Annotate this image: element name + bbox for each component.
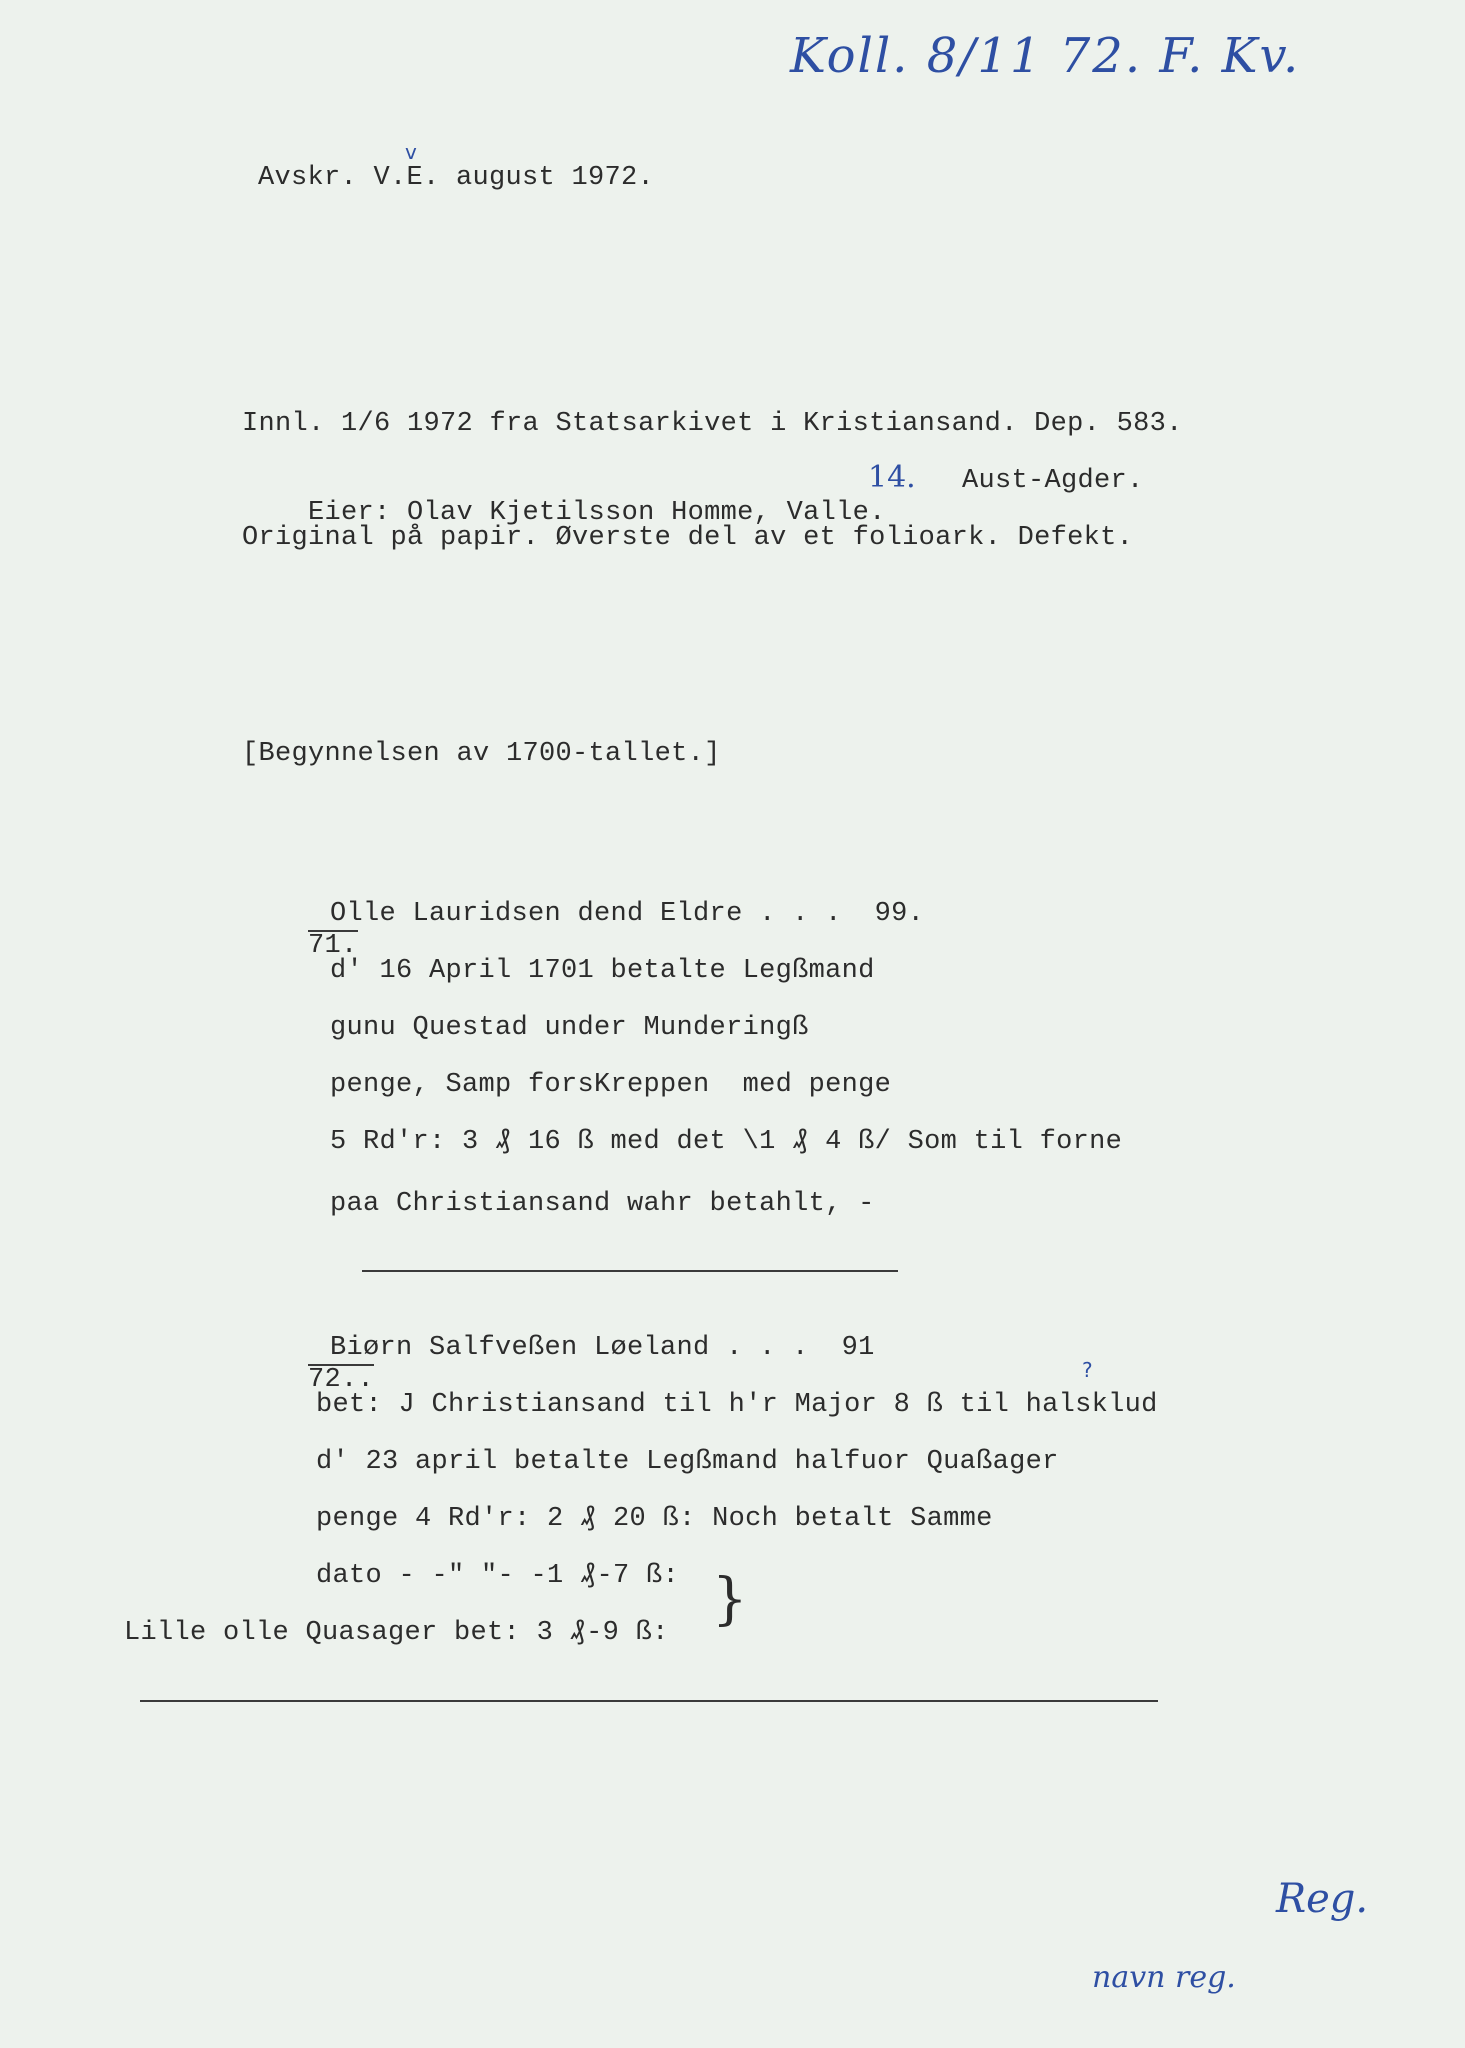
entry-72-line-1: Biørn Salfveßen Løeland . . . 91 [330,1333,875,1363]
entry-72-line-2: bet: J Christiansand til h'r Major 8 ß til halsklud [316,1390,1158,1420]
entry-72-line-5: dato - -" "- -1 ₰-7 ß: [316,1561,680,1591]
meta-line-2-suffix: Aust-Agder. [962,466,1144,496]
entry-72-line-6: Lille olle Quasager bet: 3 ₰-9 ß: [124,1618,669,1648]
archive-mark: Koll. 8/11 72. F. Kv. [790,28,1301,84]
meta-line-2-number: 14. [868,460,916,495]
meta-line-2-prefix: Eier: Olav Kjetilsson Homme, Valle. [308,498,886,528]
meta-line-3: Original på papir. Øverste del av et folioark. Defekt. [242,523,1134,553]
caret-mark: v [405,140,417,164]
entry-71-line-6: paa Christiansand wahr betahlt, - [330,1189,875,1219]
entry-71-line-2: d' 16 April 1701 betalte Legßmand [330,956,875,986]
transcription-note: Avskr. V.E. august 1972. [258,163,655,193]
entry-number: 71. [308,931,358,961]
entry-71-line-5: 5 Rd'r: 3 ₰ 16 ß med det \1 ₰ 4 ß/ Som til forne [330,1127,1123,1157]
entry-71-line-4: penge, Samp forsKreppen med penge [330,1070,892,1100]
entry-71-line-1: Olle Lauridsen dend Eldre . . . 99. [330,899,925,929]
reg-mark-2: navn reg. [1092,1960,1236,1995]
entry-72-line-3: d' 23 april betalte Legßmand halfuor Quaßager [316,1447,1059,1477]
closing-brace: } [712,1567,748,1632]
question-mark: ? [1082,1358,1093,1382]
entry-number: 72.. [308,1365,375,1395]
entry-72-line-4: penge 4 Rd'r: 2 ₰ 20 ß: Noch betalt Samme [316,1504,993,1534]
date-note: [Begynnelsen av 1700-tallet.] [242,739,721,769]
entry-71-line-3: gunu Questad under Munderingß [330,1013,809,1043]
meta-line-1: Innl. 1/6 1972 fra Statsarkivet i Kristiansand. Dep. 583. [242,409,1183,439]
reg-mark: Reg. [1276,1876,1369,1922]
separator-rule-1 [362,1270,898,1272]
separator-rule-2 [140,1700,1158,1702]
